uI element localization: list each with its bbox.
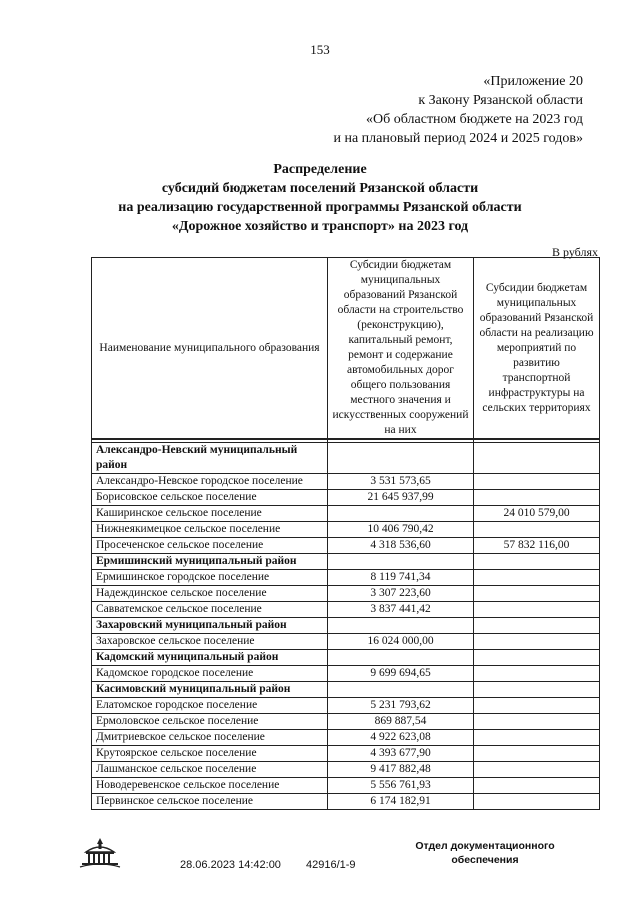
rural-transport-subsidy-cell (474, 586, 600, 602)
district-row (92, 618, 600, 634)
rural-transport-subsidy-cell (474, 666, 600, 682)
road-subsidy-cell (328, 650, 474, 666)
rural-transport-subsidy-cell (474, 794, 600, 810)
municipality-cell: Новодеревенское сельское поселение (92, 778, 328, 794)
rural-transport-subsidy-cell (474, 698, 600, 714)
table-row (92, 714, 600, 730)
district-row (92, 443, 600, 474)
table-row (92, 762, 600, 778)
municipality-cell: Захаровский муниципальный район (92, 618, 328, 634)
rural-transport-subsidy-cell (474, 602, 600, 618)
road-subsidy-cell: 3 531 573,65 (328, 474, 474, 490)
department-line: обеспечения (451, 854, 519, 866)
department-stamp (400, 839, 570, 867)
road-subsidy-cell: 6 174 182,91 (328, 794, 474, 810)
table-body (92, 443, 600, 810)
road-subsidy-cell (328, 618, 474, 634)
municipality-cell: Ермишинский муниципальный район (92, 554, 328, 570)
appendix-note (333, 72, 583, 148)
road-subsidy-cell: 8 119 741,34 (328, 570, 474, 586)
table-row (92, 570, 600, 586)
table-row (92, 474, 600, 490)
road-subsidy-cell (328, 554, 474, 570)
table-row (92, 522, 600, 538)
road-subsidy-cell: 5 231 793,62 (328, 698, 474, 714)
rural-transport-subsidy-cell (474, 618, 600, 634)
district-row (92, 554, 600, 570)
regional-duma-logo-icon (78, 836, 122, 870)
road-subsidy-cell: 9 699 694,65 (328, 666, 474, 682)
municipality-cell: Просеченское сельское поселение (92, 538, 328, 554)
table-row (92, 730, 600, 746)
rural-transport-subsidy-cell (474, 634, 600, 650)
municipality-cell: Ермишинское городское поселение (92, 570, 328, 586)
appendix-line: «Приложение 20 (483, 74, 583, 89)
road-subsidy-cell: 4 922 623,08 (328, 730, 474, 746)
rural-transport-subsidy-cell: 24 010 579,00 (474, 506, 600, 522)
rural-transport-subsidy-cell (474, 570, 600, 586)
municipality-cell: Захаровское сельское поселение (92, 634, 328, 650)
municipality-cell: Борисовское сельское поселение (92, 490, 328, 506)
municipality-cell: Крутоярское сельское поселение (92, 746, 328, 762)
title-line: «Дорожное хозяйство и транспорт» на 2023 год (171, 219, 469, 234)
page-number: 153 (310, 42, 330, 57)
rural-transport-subsidy-cell (474, 650, 600, 666)
document-title (0, 160, 640, 236)
header-rural-transport-subsidy: Субсидии бюджетам муниципальных образований Рязанской области на реализацию мероприятий по развитию транспортной инфраструктуры на сельских территориях (474, 258, 600, 440)
timestamp: 28.06.2023 14:42:00 (180, 859, 281, 871)
table-row (92, 538, 600, 554)
municipality-cell: Надеждинское сельское поселение (92, 586, 328, 602)
municipality-cell: Ермоловское сельское поселение (92, 714, 328, 730)
title-line: Распределение (273, 162, 367, 177)
rural-transport-subsidy-cell (474, 746, 600, 762)
footer (0, 836, 640, 896)
table-row (92, 506, 600, 522)
road-subsidy-cell (328, 506, 474, 522)
municipality-cell: Первинское сельское поселение (92, 794, 328, 810)
road-subsidy-cell (328, 682, 474, 698)
header-road-subsidy: Субсидии бюджетам муниципальных образований Рязанской области на строительство (реконструкцию), капитальный ремонт, ремонт и содержание автомобильных дорог общего пользования местного значения и искусственных сооружений на них (328, 258, 474, 440)
table-row (92, 586, 600, 602)
title-line: на реализацию государственной программы Рязанской области (118, 200, 522, 215)
rural-transport-subsidy-cell (474, 778, 600, 794)
municipality-cell: Кадомский муниципальный район (92, 650, 328, 666)
road-subsidy-cell: 3 307 223,60 (328, 586, 474, 602)
table-row (92, 778, 600, 794)
appendix-line: «Об областном бюджете на 2023 год (366, 112, 583, 127)
road-subsidy-cell: 4 318 536,60 (328, 538, 474, 554)
rural-transport-subsidy-cell (474, 714, 600, 730)
table-header-row (92, 258, 600, 440)
road-subsidy-cell: 21 645 937,99 (328, 490, 474, 506)
road-subsidy-cell: 9 417 882,48 (328, 762, 474, 778)
road-subsidy-cell: 16 024 000,00 (328, 634, 474, 650)
table-row (92, 634, 600, 650)
municipality-cell: Савватемское сельское поселение (92, 602, 328, 618)
municipality-cell: Касимовский муниципальный район (92, 682, 328, 698)
municipality-cell: Елатомское городское поселение (92, 698, 328, 714)
subsidy-table (91, 257, 600, 810)
department-line: Отдел документационного (415, 840, 555, 852)
rural-transport-subsidy-cell (474, 730, 600, 746)
table-row (92, 666, 600, 682)
road-subsidy-cell: 10 406 790,42 (328, 522, 474, 538)
appendix-line: к Закону Рязанской области (418, 93, 583, 108)
road-subsidy-cell: 5 556 761,93 (328, 778, 474, 794)
road-subsidy-cell: 4 393 677,90 (328, 746, 474, 762)
rural-transport-subsidy-cell (474, 522, 600, 538)
road-subsidy-cell (328, 443, 474, 474)
currency-unit: В рублях (551, 245, 598, 259)
municipality-cell: Александро-Невское городское поселение (92, 474, 328, 490)
appendix-line: и на плановый период 2024 и 2025 годов» (333, 131, 583, 146)
table-row (92, 794, 600, 810)
municipality-cell: Нижнеякимецкое сельское поселение (92, 522, 328, 538)
header-municipality: Наименование муниципального образования (92, 258, 328, 440)
municipality-cell: Кадомское городское поселение (92, 666, 328, 682)
table-row (92, 698, 600, 714)
rural-transport-subsidy-cell (474, 682, 600, 698)
municipality-cell: Каширинское сельское поселение (92, 506, 328, 522)
district-row (92, 650, 600, 666)
road-subsidy-cell: 869 887,54 (328, 714, 474, 730)
table-row (92, 602, 600, 618)
rural-transport-subsidy-cell (474, 443, 600, 474)
rural-transport-subsidy-cell (474, 474, 600, 490)
rural-transport-subsidy-cell: 57 832 116,00 (474, 538, 600, 554)
rural-transport-subsidy-cell (474, 490, 600, 506)
municipality-cell: Александро-Невский муниципальный район (92, 443, 328, 474)
district-row (92, 682, 600, 698)
table-row (92, 490, 600, 506)
municipality-cell: Дмитриевское сельское поселение (92, 730, 328, 746)
municipality-cell: Лашманское сельское поселение (92, 762, 328, 778)
title-line: субсидий бюджетам поселений Рязанской области (161, 181, 479, 196)
rural-transport-subsidy-cell (474, 762, 600, 778)
document-number: 42916/1-9 (306, 859, 356, 871)
rural-transport-subsidy-cell (474, 554, 600, 570)
table-row (92, 746, 600, 762)
road-subsidy-cell: 3 837 441,42 (328, 602, 474, 618)
